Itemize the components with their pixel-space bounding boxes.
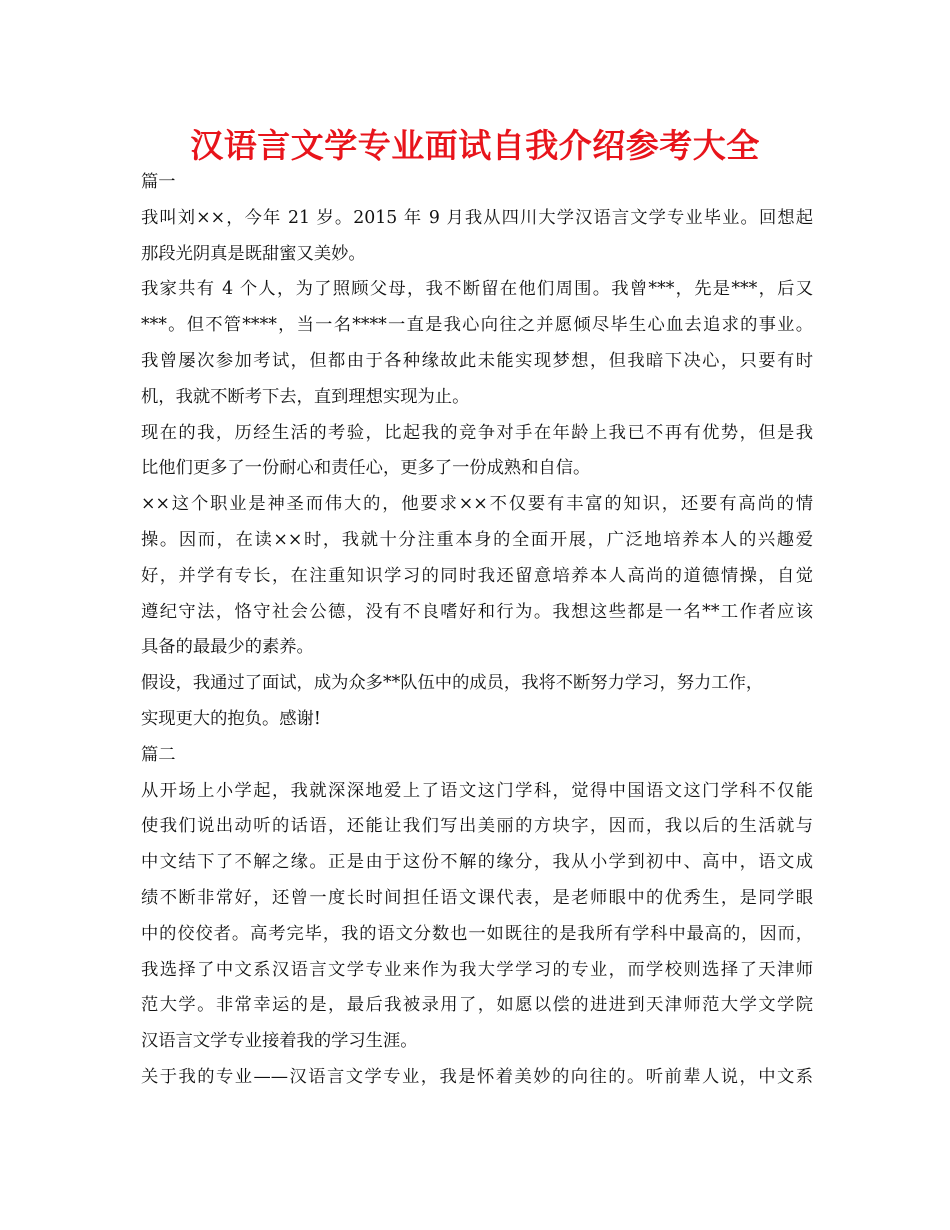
text-line: 我叫刘××，今年 21 岁。2015 年 9 月我从四川大学汉语言文学专业毕业。回想起 (141, 207, 813, 228)
text-line: 操。因而，在读××时，我就十分注重本身的全面开展，广泛地培养本人的兴趣爱 (141, 529, 813, 550)
text-line: 实现更大的抱负。感谢! (141, 708, 321, 729)
text-line: 具备的最最少的素养。 (141, 637, 314, 658)
text-line: 绩不断非常好，还曾一度长时间担任语文课代表，是老师眼中的优秀生，是同学眼 (141, 887, 813, 908)
text-line: 遵纪守法，恪守社会公德，没有不良嗜好和行为。我想这些都是一名**工作者应该 (141, 601, 813, 622)
text-line: 篇一 (141, 172, 176, 192)
text-line: 好，并学有专长，在注重知识学习的同时我还留意培养本人高尚的道德情操，自觉 (141, 565, 813, 586)
text-line: 那段光阴真是既甜蜜又美妙。 (141, 243, 366, 264)
text-line: 比他们更多了一份耐心和责任心，更多了一份成熟和自信。 (141, 458, 591, 479)
text-line: 机，我就不断考下去，直到理想实现为止。 (141, 386, 470, 407)
text-line: 使我们说出动听的话语，还能让我们写出美丽的方块字，因而，我以后的生活就与 (141, 816, 813, 837)
text-line: 现在的我，历经生活的考验，比起我的竞争对手在年龄上我已不再有优势，但是我 (141, 422, 813, 443)
text-line: 我家共有 4 个人，为了照顾父母，我不断留在他们周围。我曾***，先是***，后又 (141, 279, 813, 300)
text-line: 我曾屡次参加考试，但都由于各种缘故此未能实现梦想，但我暗下决心，只要有时 (141, 350, 813, 371)
text-line: 我选择了中文系汉语言文学专业来作为我大学学习的专业，而学校则选择了天津师 (141, 959, 813, 980)
text-line: 范大学。非常幸运的是，最后我被录用了，如愿以偿的进进到天津师范大学文学院 (141, 995, 813, 1016)
document-title: 汉语言文学专业面试自我介绍参考大全 (190, 126, 760, 165)
text-line: 关于我的专业——汉语言文学专业，我是怀着美妙的向往的。听前辈人说，中文系 (141, 1066, 813, 1087)
text-line: 中的佼佼者。高考完毕，我的语文分数也一如既往的是我所有学科中最高的，因而， (141, 923, 813, 944)
text-line: 从开场上小学起，我就深深地爱上了语文这门学科，觉得中国语文这门学科不仅能 (141, 780, 813, 801)
text-line: ***。但不管****，当一名****一直是我心向往之并愿倾尽毕生心血去追求的事业。 (141, 315, 813, 336)
text-line: 篇二 (141, 744, 176, 765)
text-line: ××这个职业是神圣而伟大的，他要求××不仅要有丰富的知识，还要有高尚的情 (141, 494, 813, 515)
text-line: 假设，我通过了面试，成为众多**队伍中的成员，我将不断努力学习，努力工作， (141, 673, 764, 694)
document-body (141, 165, 813, 1096)
text-line: 汉语言文学专业接着我的学习生涯。 (141, 1031, 418, 1052)
text-line: 中文结下了不解之缘。正是由于这份不解的缘分，我从小学到初中、高中，语文成 (141, 852, 813, 873)
